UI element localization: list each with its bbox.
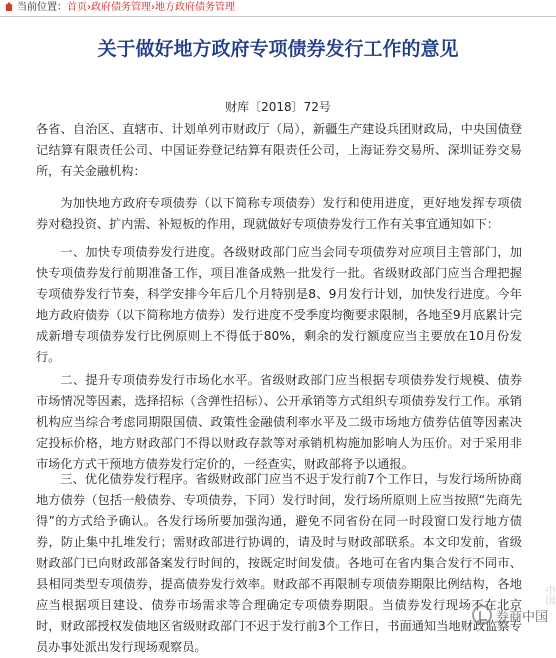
home-icon[interactable]: [4, 2, 14, 11]
watermark-logo-icon: [472, 605, 492, 625]
document-title: 关于做好地方政府专项债券发行工作的意见: [97, 38, 459, 60]
breadcrumb-location-label: 当前位置：: [17, 2, 67, 13]
watermark-text: 券商中国: [495, 609, 548, 625]
section-1-paragraph: 一、加快专项债券发行进度。各级财政部门应当会同专项债券对应项目主管部门，加快专项债券发行前期准备工作，项目准备成熟一批发行一批。省级财政部门应当合理把握专项债券发行节奏，科学安排今年后几个月特别是8、9月发行计划，加快发行进度。今年地方政府债券（以下简称地方债券）发行进度不受季度均衡要求限制，各地至9月底累计完成新增专项债券发行比例原则上不得低于80%，剩余的发行额度应当主要放在10月份发行。: [36, 245, 522, 364]
intro-paragraph: 为加快地方政府专项债券（以下简称专项债券）发行和使用进度，更好地发挥专项债券对稳投资、扩内需、补短板的作用，现就做好专项债券发行工作有关事宜通知如下：: [36, 196, 522, 231]
section-3-paragraph: 三、优化债券发行程序。省级财政部门应当不迟于发行前7个工作日，与发行场所协商地方债券（包括一般债券、专项债券，下同）发行时间，发行场所原则上应当按照“先商先得”的方式给予确认。各发行场所要加强沟通，避免不同省份在同一时段窗口发行地方债券，防止集中扎堆发行；需财政部进行协调的，请及时与财政部联系。本文印发前，省级财政部门已向财政部备案发行时间的，按既定时间发债。各地可在省内集合发行不同市、县相同类型专项债券，提高债券发行效率。财政部不再限制专项债券期限比例结构，各地应当根据项目建设、债券市场需求等合理确定专项债券期限。当债券发行现场不在北京时，财政部授权发债地区省级财政部门不迟于发行前3个工作日，书面通知当地财政监察专员办事处派出发行现场观察员。: [36, 472, 522, 654]
document-number: 财库〔2018〕72号: [225, 100, 331, 114]
side-watermark: 中国: [543, 585, 554, 605]
watermark: [472, 599, 548, 631]
breadcrumb-bar: [0, 0, 556, 17]
section-2-paragraph: 二、提升专项债券发行市场化水平。省级财政部门应当根据专项债券发行规模、债券市场情况等因素，选择招标（含弹性招标）、公开承销等方式组织专项债券发行工作。承销机构应当综合考虑同期限国债、政策性金融债利率水平及二级市场地方债券估值等因素决定投标价格，地方财政部门不得以财政存款等对承销机构施加影响人为压价。对于采用非市场化方式干预地方债券发行定价的，一经查实，财政部将予以通报。: [36, 373, 522, 471]
recipients-paragraph: 各省、自治区、直辖市、计划单列市财政厅（局），新疆生产建设兵团财政局，中央国债登记结算有限责任公司、中国证券登记结算有限责任公司，上海证券交易所、深圳证券交易所，有关金融机构：: [36, 122, 522, 178]
breadcrumb-path[interactable]: 首页›政府债务管理›地方政府债务管理: [67, 2, 235, 13]
